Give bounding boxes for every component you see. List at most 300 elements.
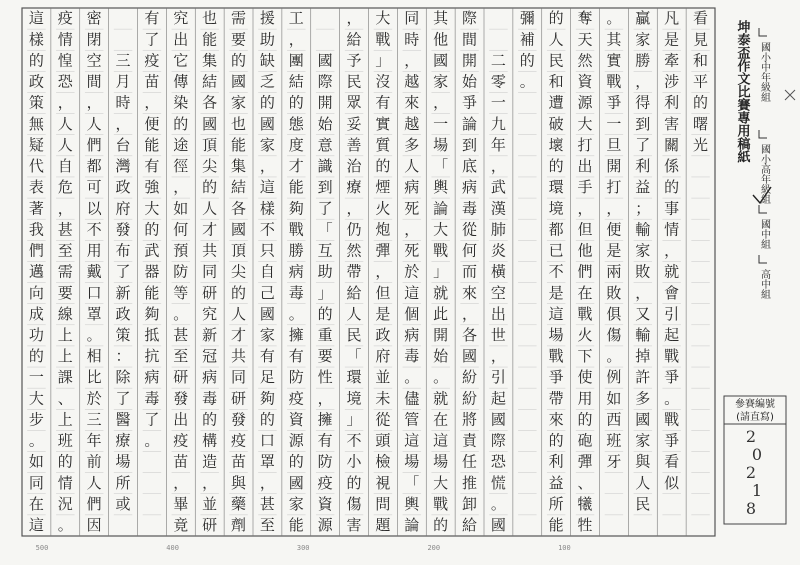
essay-char: ， xyxy=(635,283,651,302)
essay-char: 見 xyxy=(693,30,709,49)
essay-char: 並 xyxy=(202,494,218,513)
essay-char: 抗 xyxy=(144,347,160,366)
essay-char: 「 xyxy=(317,220,333,239)
essay-char: 而 xyxy=(462,262,478,281)
essay-char: 們 xyxy=(28,241,44,260)
essay-char: 疫 xyxy=(57,9,73,28)
essay-char: 利 xyxy=(548,452,564,471)
essay-char: 牲 xyxy=(577,516,593,535)
essay-char: 家 xyxy=(635,241,651,260)
essay-char: 戰 xyxy=(577,304,593,323)
essay-char: 戰 xyxy=(433,241,449,260)
essay-char: 能 xyxy=(288,516,304,535)
essay-char: 其 xyxy=(606,30,622,49)
essay-char: 開 xyxy=(433,326,449,345)
essay-char: 民 xyxy=(346,72,362,91)
essay-char: 多 xyxy=(404,135,420,154)
essay-char: 。 xyxy=(606,347,622,366)
essay-char: 國 xyxy=(317,51,333,70)
essay-char: 各 xyxy=(202,93,218,112)
essay-char: 究 xyxy=(202,304,218,323)
essay-char: 他 xyxy=(433,30,449,49)
essay-char: 們 xyxy=(577,262,593,281)
essay-char: 。 xyxy=(519,72,535,91)
essay-char: 頂 xyxy=(202,135,218,154)
essay-char: 曙 xyxy=(693,114,709,133)
essay-char: 家 xyxy=(259,326,275,345)
essay-char: 這 xyxy=(404,431,420,450)
essay-char: 贏 xyxy=(635,9,651,28)
essay-char: ， xyxy=(490,157,506,176)
essay-char: 。 xyxy=(404,368,420,387)
essay-char: 染 xyxy=(173,93,189,112)
essay-char: 起 xyxy=(490,389,506,408)
essay-char: 預 xyxy=(173,241,189,260)
essay-char: 時 xyxy=(404,30,420,49)
essay-char: 環 xyxy=(548,178,564,197)
essay-char: 集 xyxy=(231,157,247,176)
essay-char: 管 xyxy=(404,410,420,429)
essay-char: 灣 xyxy=(115,157,131,176)
essay-char: 恐 xyxy=(490,452,506,471)
essay-char: 開 xyxy=(317,93,333,112)
essay-char: 月 xyxy=(115,72,131,91)
essay-char: 毒 xyxy=(462,199,478,218)
essay-char: 源 xyxy=(317,516,333,535)
essay-char: 共 xyxy=(202,241,218,260)
essay-char: 政 xyxy=(115,178,131,197)
essay-char: 的 xyxy=(28,51,44,70)
essay-char: 境 xyxy=(548,199,564,218)
essay-char: 治 xyxy=(346,157,362,176)
essay-char: ， xyxy=(635,72,651,91)
essay-char: 視 xyxy=(375,473,391,492)
essay-char: 間 xyxy=(462,30,478,49)
essay-char: 奪 xyxy=(577,9,593,28)
essay-char: 擁 xyxy=(288,326,304,345)
essay-char: 就 xyxy=(433,389,449,408)
essay-char: 來 xyxy=(548,410,564,429)
essay-char: 西 xyxy=(606,410,622,429)
essay-char: 防 xyxy=(288,368,304,387)
essay-char: 人 xyxy=(346,304,362,323)
essay-char: 各 xyxy=(462,326,478,345)
essay-char: 能 xyxy=(288,178,304,197)
essay-char: 檢 xyxy=(375,452,391,471)
essay-char: 善 xyxy=(346,135,362,154)
essay-char: 戰 xyxy=(288,220,304,239)
essay-char: 是 xyxy=(606,241,622,260)
essay-char: 不 xyxy=(346,431,362,450)
essay-char: 尖 xyxy=(231,262,247,281)
essay-char: 相 xyxy=(86,347,102,366)
essay-char: 牙 xyxy=(606,452,622,471)
essay-char: 出 xyxy=(173,410,189,429)
essay-char: 係 xyxy=(664,157,680,176)
essay-char: 補 xyxy=(519,30,535,49)
essay-char: 向 xyxy=(28,283,44,302)
essay-char: 乏 xyxy=(259,72,275,91)
essay-char: 邁 xyxy=(28,262,44,281)
essay-char: 樣 xyxy=(259,199,275,218)
essay-char: 開 xyxy=(606,157,622,176)
essay-char: 傷 xyxy=(606,326,622,345)
essay-char: 人 xyxy=(231,304,247,323)
essay-char: 只 xyxy=(259,241,275,260)
essay-char: 論 xyxy=(433,199,449,218)
essay-char: 們 xyxy=(86,494,102,513)
essay-char: ， xyxy=(173,178,189,197)
essay-char: 資 xyxy=(317,494,333,513)
essay-char: 際 xyxy=(317,72,333,91)
essay-char: 疫 xyxy=(144,51,160,70)
essay-char: 防 xyxy=(173,262,189,281)
essay-char: 閉 xyxy=(86,30,102,49)
essay-char: 際 xyxy=(490,431,506,450)
essay-char: 。 xyxy=(490,494,506,513)
essay-char: 的 xyxy=(259,93,275,112)
essay-char: 帶 xyxy=(346,262,362,281)
essay-char: 題 xyxy=(375,516,391,535)
essay-char: 研 xyxy=(231,389,247,408)
essay-char: 「 xyxy=(346,347,362,366)
category-label: 國小高年級組 xyxy=(758,144,770,204)
essay-char: 能 xyxy=(144,283,160,302)
essay-char: 煙 xyxy=(375,178,391,197)
essay-char: 甚 xyxy=(173,326,189,345)
essay-char: 下 xyxy=(577,347,593,366)
essay-char: 家 xyxy=(288,494,304,513)
essay-char: 。 xyxy=(144,431,160,450)
essay-char: 策 xyxy=(28,93,44,112)
essay-char: 在 xyxy=(433,410,449,429)
essay-char: 平 xyxy=(693,72,709,91)
essay-char: 於 xyxy=(86,389,102,408)
essay-char: 。 xyxy=(28,431,44,450)
essay-char: 大 xyxy=(577,114,593,133)
essay-char: 因 xyxy=(86,516,102,535)
essay-char: 可 xyxy=(86,178,102,197)
essay-char: 甚 xyxy=(259,494,275,513)
essay-char: 的 xyxy=(548,9,564,28)
essay-char: 爭 xyxy=(606,93,622,112)
essay-char: 意 xyxy=(317,135,333,154)
essay-char: 和 xyxy=(693,51,709,70)
essay-char: 資 xyxy=(577,72,593,91)
essay-char: 功 xyxy=(28,326,44,345)
essay-char: 論 xyxy=(404,516,420,535)
essay-char: 使 xyxy=(577,368,593,387)
essay-char: 有 xyxy=(144,9,160,28)
ruler-tick-label: 300 xyxy=(296,544,310,552)
essay-char: 度 xyxy=(288,135,304,154)
essay-char: 了 xyxy=(144,410,160,429)
essay-char: 至 xyxy=(259,516,275,535)
essay-char: 這 xyxy=(28,516,44,535)
essay-char: 國 xyxy=(231,72,247,91)
essay-char: 質 xyxy=(375,135,391,154)
essay-char: 戰 xyxy=(433,494,449,513)
essay-char: 害 xyxy=(664,114,680,133)
essay-char: 這 xyxy=(548,304,564,323)
essay-char: 紛 xyxy=(462,368,478,387)
essay-char: 此 xyxy=(433,304,449,323)
essay-char: 例 xyxy=(606,368,622,387)
essay-char: 會 xyxy=(664,283,680,302)
essay-char: 但 xyxy=(375,283,391,302)
essay-char: 國 xyxy=(462,347,478,366)
essay-char: 人 xyxy=(202,199,218,218)
essay-char: 一 xyxy=(606,114,622,133)
essay-char: 課 xyxy=(57,368,73,387)
essay-char: 大 xyxy=(375,9,391,28)
essay-char: 天 xyxy=(577,30,593,49)
essay-char: 彈 xyxy=(375,241,391,260)
essay-char: 畢 xyxy=(173,494,189,513)
essay-char: 戰 xyxy=(548,347,564,366)
essay-char: ， xyxy=(404,51,420,70)
essay-char: 的 xyxy=(288,93,304,112)
essay-char xyxy=(318,9,333,27)
essay-char: 也 xyxy=(202,9,218,28)
essay-char: 民 xyxy=(548,51,564,70)
essay-char: 的 xyxy=(259,410,275,429)
essay-char: 大 xyxy=(144,199,160,218)
essay-char: 打 xyxy=(606,178,622,197)
essay-char: ， xyxy=(86,93,102,112)
essay-char: 開 xyxy=(462,51,478,70)
essay-char: 發 xyxy=(115,220,131,239)
essay-char: 他 xyxy=(577,241,593,260)
essay-char: ， xyxy=(433,93,449,112)
essay-char: 這 xyxy=(433,431,449,450)
essay-char: 才 xyxy=(288,157,304,176)
essay-char: 空 xyxy=(86,51,102,70)
essay-char: 政 xyxy=(375,326,391,345)
essay-char: 從 xyxy=(462,220,478,239)
essay-char: 發 xyxy=(173,389,189,408)
ruler-tick-label: 200 xyxy=(427,544,441,552)
essay-char: 了 xyxy=(144,30,160,49)
essay-char: 成 xyxy=(28,304,44,323)
essay-char: 不 xyxy=(86,220,102,239)
essay-char: 家 xyxy=(231,93,247,112)
essay-char: 輸 xyxy=(635,326,651,345)
ruler-tick-label: 100 xyxy=(558,544,571,552)
essay-char: 人 xyxy=(548,30,564,49)
essay-char: 便 xyxy=(144,114,160,133)
essay-char: 到 xyxy=(317,178,333,197)
essay-char: 國 xyxy=(231,220,247,239)
essay-char: 始 xyxy=(462,72,478,91)
essay-char: 得 xyxy=(635,93,651,112)
essay-char: 的 xyxy=(433,516,449,535)
essay-char: ， xyxy=(462,304,478,323)
essay-char: 了 xyxy=(115,389,131,408)
essay-char: 這 xyxy=(404,283,420,302)
essay-char: 出 xyxy=(173,30,189,49)
essay-char: 毒 xyxy=(202,389,218,408)
essay-char: 與 xyxy=(635,452,651,471)
essay-char: 工 xyxy=(288,9,304,28)
essay-char: 病 xyxy=(404,326,420,345)
essay-char: 給 xyxy=(346,30,362,49)
essay-char xyxy=(318,30,333,48)
essay-char: 能 xyxy=(202,30,218,49)
essay-char: 爭 xyxy=(664,431,680,450)
essay-char: 引 xyxy=(664,304,680,323)
essay-char: 傷 xyxy=(346,494,362,513)
essay-char: 療 xyxy=(115,431,131,450)
essay-char: 我 xyxy=(28,220,44,239)
essay-char: 論 xyxy=(462,114,478,133)
essay-char: 的 xyxy=(664,178,680,197)
essay-char: 不 xyxy=(259,220,275,239)
essay-char: ， xyxy=(57,199,73,218)
essay-char: 戰 xyxy=(375,30,391,49)
essay-char: 破 xyxy=(548,114,564,133)
essay-char: 零 xyxy=(490,72,506,91)
essay-char: 」 xyxy=(346,410,362,429)
essay-char: 砲 xyxy=(577,431,593,450)
essay-char xyxy=(116,30,131,48)
essay-char: 在 xyxy=(577,283,593,302)
essay-char: 用 xyxy=(86,241,102,260)
essay-char: 其 xyxy=(433,9,449,28)
essay-char: ， xyxy=(144,93,160,112)
essay-char xyxy=(116,9,131,27)
essay-char: 口 xyxy=(259,431,275,450)
essay-char: 」 xyxy=(375,51,391,70)
essay-char: 要 xyxy=(231,30,247,49)
essay-char: 實 xyxy=(606,51,622,70)
essay-char: 的 xyxy=(548,157,564,176)
entry-number-digit: 2 xyxy=(745,463,757,482)
essay-char: 打 xyxy=(577,135,593,154)
essay-char: 毒 xyxy=(404,347,420,366)
essay-char: 彌 xyxy=(519,9,535,28)
essay-char: 戰 xyxy=(606,72,622,91)
essay-char: 出 xyxy=(577,157,593,176)
essay-char: 。 xyxy=(433,368,449,387)
essay-char: ， xyxy=(259,473,275,492)
essay-char: 和 xyxy=(548,72,564,91)
essay-char: 傳 xyxy=(173,72,189,91)
essay-char: 源 xyxy=(577,93,593,112)
essay-char: 竟 xyxy=(173,516,189,535)
essay-char: 強 xyxy=(144,178,160,197)
essay-char: 國 xyxy=(202,114,218,133)
essay-char: 這 xyxy=(259,178,275,197)
essay-char: 研 xyxy=(202,283,218,302)
essay-char: 助 xyxy=(317,262,333,281)
essay-char: ， xyxy=(202,473,218,492)
essay-char: 責 xyxy=(462,431,478,450)
essay-char: 多 xyxy=(635,389,651,408)
essay-char: 就 xyxy=(433,283,449,302)
essay-char: 小 xyxy=(346,452,362,471)
essay-char: 樣 xyxy=(28,30,44,49)
essay-char: 但 xyxy=(577,220,593,239)
essay-char: 帶 xyxy=(548,389,564,408)
essay-char: 重 xyxy=(317,326,333,345)
essay-char: 人 xyxy=(57,114,73,133)
essay-char: 三 xyxy=(86,410,102,429)
essay-char: 事 xyxy=(664,199,680,218)
essay-char: 。 xyxy=(288,304,304,323)
essay-char: 才 xyxy=(202,220,218,239)
form-title: 坤泰盃作文比賽專用稿紙 xyxy=(734,20,750,163)
essay-char: 實 xyxy=(375,114,391,133)
essay-char: 卸 xyxy=(462,494,478,513)
essay-char: 疫 xyxy=(173,431,189,450)
essay-char: 壞 xyxy=(548,135,564,154)
essay-char: 」 xyxy=(433,262,449,281)
entry-number-digit: 0 xyxy=(751,445,763,464)
essay-char: 缺 xyxy=(259,51,275,70)
essay-char: 的 xyxy=(202,178,218,197)
essay-char: 頭 xyxy=(375,431,391,450)
essay-char: 家 xyxy=(635,431,651,450)
essay-char: 國 xyxy=(635,410,651,429)
essay-char: 凡 xyxy=(664,9,680,28)
essay-char: 人 xyxy=(57,135,73,154)
essay-char: 害 xyxy=(346,516,362,535)
essay-char: 抵 xyxy=(144,326,160,345)
essay-char: ， xyxy=(606,199,622,218)
essay-char: 何 xyxy=(462,241,478,260)
essay-char: 擁 xyxy=(317,410,333,429)
essay-char: 勝 xyxy=(635,51,651,70)
essay-char: 敗 xyxy=(635,262,651,281)
essay-char: 需 xyxy=(57,262,73,281)
essay-char: 新 xyxy=(202,326,218,345)
essay-char: 一 xyxy=(433,114,449,133)
essay-char: 「 xyxy=(433,157,449,176)
essay-char: 集 xyxy=(202,51,218,70)
essay-char: 九 xyxy=(490,114,506,133)
essay-char: 的 xyxy=(317,304,333,323)
essay-char: ， xyxy=(57,93,73,112)
essay-char: 情 xyxy=(664,220,680,239)
essay-char: 政 xyxy=(28,72,44,91)
essay-char: 性 xyxy=(317,368,333,387)
essay-char: 有 xyxy=(317,431,333,450)
essay-char: 並 xyxy=(375,368,391,387)
essay-char: 上 xyxy=(57,410,73,429)
essay-char: 研 xyxy=(202,516,218,535)
essay-char: 一 xyxy=(490,93,506,112)
essay-char: 似 xyxy=(664,473,680,492)
essay-char: 疫 xyxy=(317,473,333,492)
essay-char: 個 xyxy=(404,304,420,323)
essay-char: 助 xyxy=(259,30,275,49)
essay-char: 爭 xyxy=(462,93,478,112)
essay-char: 班 xyxy=(606,431,622,450)
essay-char: 疫 xyxy=(288,389,304,408)
essay-char: 線 xyxy=(57,304,73,323)
essay-char: 掉 xyxy=(635,347,651,366)
essay-char: 病 xyxy=(144,368,160,387)
essay-char: 己 xyxy=(259,283,275,302)
essay-char: 民 xyxy=(635,494,651,513)
essay-char: 有 xyxy=(375,93,391,112)
essay-char: 便 xyxy=(606,220,622,239)
essay-char: 國 xyxy=(288,473,304,492)
essay-char: 夠 xyxy=(144,304,160,323)
essay-char: 援 xyxy=(259,9,275,28)
essay-char: 器 xyxy=(144,262,160,281)
